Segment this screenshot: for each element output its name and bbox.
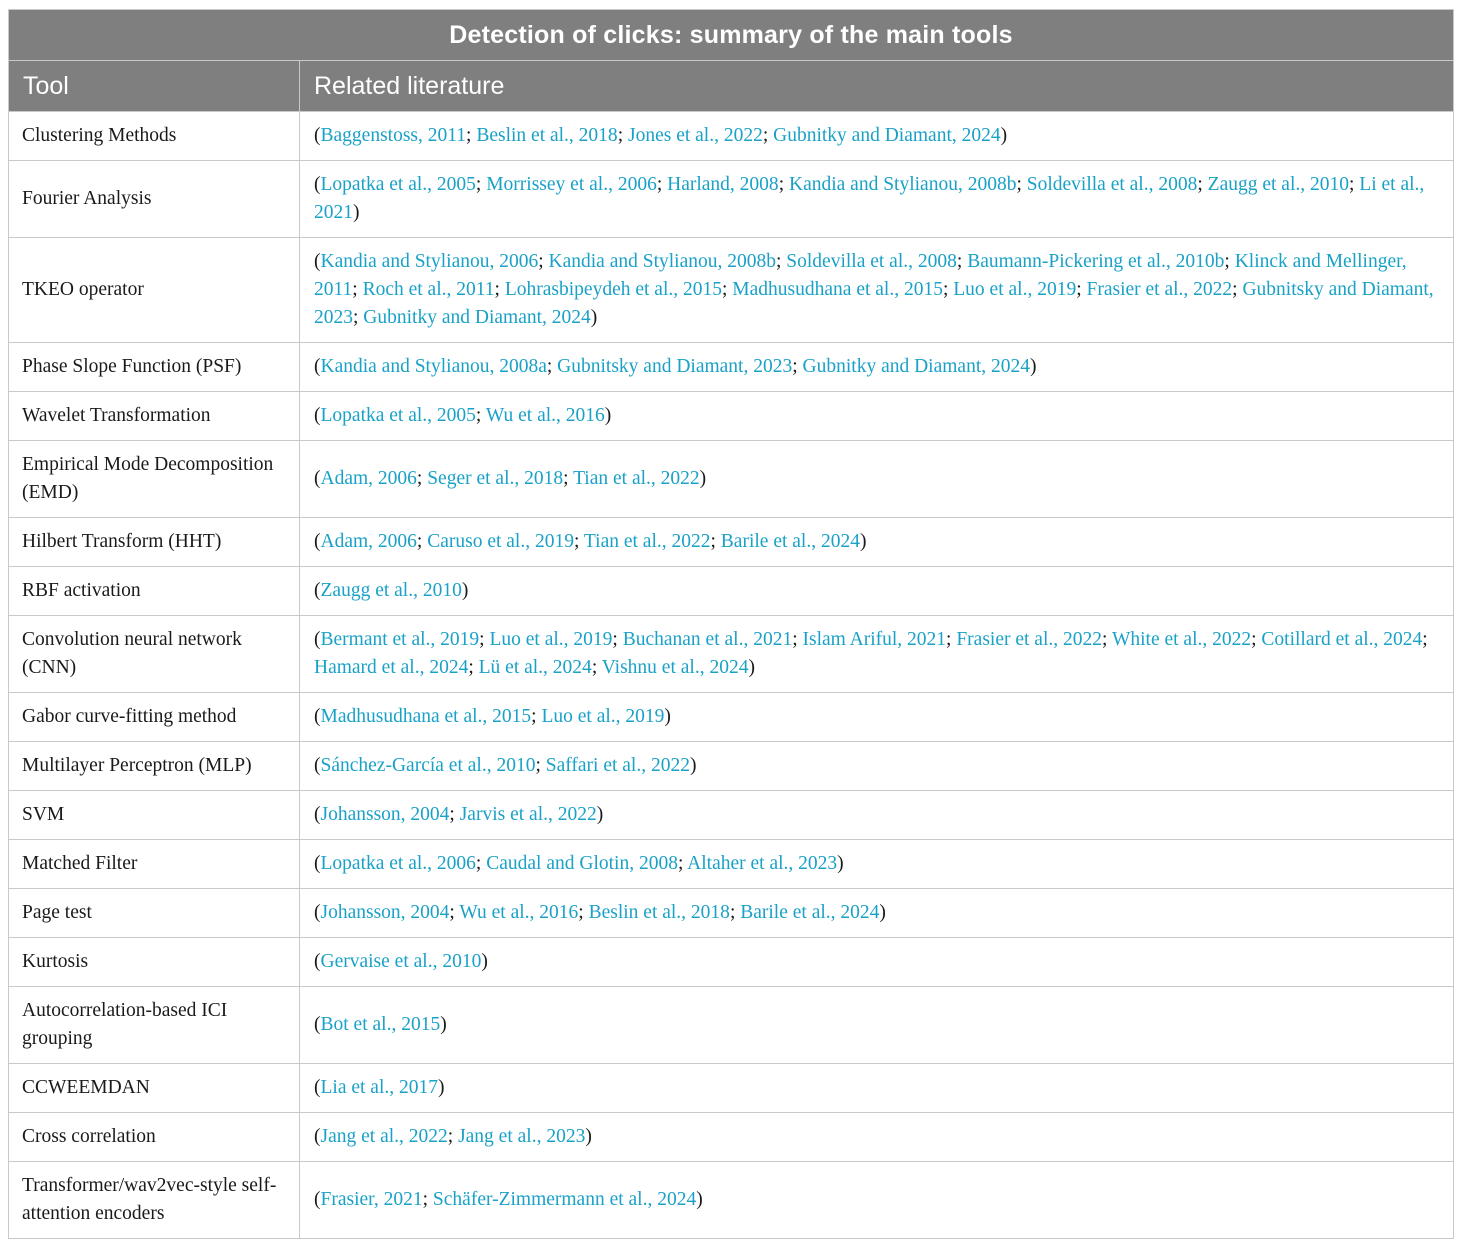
close-paren: ) (1030, 356, 1037, 377)
close-paren: ) (664, 706, 671, 727)
citation-link[interactable]: Adam, 2006 (320, 468, 417, 489)
citation-link[interactable]: Buchanan et al., 2021 (622, 629, 793, 650)
open-paren: ( (314, 356, 321, 377)
citation-separator: ; (1016, 174, 1027, 195)
citation-link[interactable]: Jones et al., 2022 (627, 125, 763, 146)
citation-link[interactable]: Altaher et al., 2023 (687, 853, 838, 874)
citation-link[interactable]: Luo et al., 2019 (489, 629, 613, 650)
citation-link[interactable]: Soldevilla et al., 2008 (786, 251, 957, 272)
literature-cell (300, 693, 1454, 742)
citation-link[interactable]: Lopatka et al., 2005 (320, 174, 476, 195)
citation-link[interactable]: Madhusudhana et al., 2015 (320, 706, 532, 727)
citation-link[interactable]: Bot et al., 2015 (320, 1014, 441, 1035)
citation-link[interactable]: Wu et al., 2016 (485, 405, 605, 426)
citation-link[interactable]: Luo et al., 2019 (953, 279, 1077, 300)
tool-cell: Hilbert Transform (HHT) (9, 518, 300, 567)
citation-link[interactable]: Lopatka et al., 2005 (320, 405, 476, 426)
tool-cell: Multilayer Perceptron (MLP) (9, 742, 300, 791)
table-row (9, 112, 1454, 161)
citation-separator: ; (449, 902, 460, 923)
table-row (9, 791, 1454, 840)
table-row (9, 518, 1454, 567)
citation-link[interactable]: Li et al., 2021 (314, 174, 1425, 223)
literature-cell (300, 238, 1454, 343)
open-paren: ( (314, 405, 321, 426)
table-row (9, 840, 1454, 889)
tool-cell: RBF activation (9, 567, 300, 616)
citation-separator: ; (416, 468, 428, 489)
close-paren: ) (859, 531, 867, 552)
table-row (9, 693, 1454, 742)
tool-cell: Clustering Methods (9, 112, 300, 161)
citation-separator: ; (792, 356, 803, 377)
literature-cell (300, 1113, 1454, 1162)
citation-separator: ; (946, 629, 957, 650)
citation-separator: ; (729, 902, 741, 923)
citation-link[interactable]: Morrissey et al., 2006 (486, 174, 657, 195)
citation-separator: ; (1232, 279, 1243, 300)
tool-cell: TKEO operator (9, 238, 300, 343)
open-paren: ( (314, 629, 321, 650)
citation-link[interactable]: Kandia and Stylianou, 2006 (320, 251, 539, 272)
citation-link[interactable]: Kandia and Stylianou, 2008a (320, 356, 547, 377)
tool-cell: Cross correlation (9, 1113, 300, 1162)
citation-link[interactable]: Saffari et al., 2022 (545, 755, 690, 776)
table-row (9, 441, 1454, 518)
close-paren: ) (699, 468, 707, 489)
citation-link[interactable]: Zaugg et al., 2010 (1207, 174, 1349, 195)
citation-separator: ; (546, 356, 558, 377)
literature-cell (300, 343, 1454, 392)
open-paren: ( (314, 125, 321, 146)
citation-link[interactable]: Zaugg et al., 2010 (320, 580, 462, 601)
citation-link[interactable]: Gubnitsky and Diamant, 2023 (314, 279, 1434, 328)
citation-separator: ; (538, 251, 549, 272)
literature-cell (300, 112, 1454, 161)
citation-separator: ; (617, 125, 628, 146)
citation-separator: ; (722, 279, 733, 300)
open-paren: ( (314, 251, 321, 272)
tool-cell: Wavelet Transformation (9, 392, 300, 441)
table-row (9, 238, 1454, 343)
citation-separator: ; (578, 902, 589, 923)
citation-link[interactable]: Sánchez-García et al., 2010 (320, 755, 536, 776)
citation-link[interactable]: Beslin et al., 2018 (588, 902, 730, 923)
citation-link[interactable]: Gervaise et al., 2010 (320, 951, 482, 972)
citation-separator: ; (1197, 174, 1208, 195)
citation-link[interactable]: Caudal and Glotin, 2008 (486, 853, 678, 874)
citation-link[interactable]: Kandia and Stylianou, 2008b (788, 174, 1017, 195)
citation-link[interactable]: Schäfer-Zimmermann et al., 2024 (432, 1189, 697, 1210)
summary-table-container (8, 9, 1453, 1239)
table-row (9, 161, 1454, 238)
citation-link[interactable]: Gubnitky and Diamant, 2024 (802, 356, 1030, 377)
literature-cell (300, 392, 1454, 441)
citation-separator: ; (563, 468, 574, 489)
citation-link[interactable]: Gubnitky and Diamant, 2024 (363, 307, 591, 328)
citation-separator: ; (422, 1189, 433, 1210)
close-paren: ) (438, 1077, 445, 1098)
tool-cell: Transformer/wav2vec-style self-attention encoders (9, 1162, 300, 1239)
citation-separator: ; (447, 1126, 459, 1147)
table-row (9, 889, 1454, 938)
citation-link[interactable]: Johansson, 2004 (320, 902, 450, 923)
table-row (9, 742, 1454, 791)
citation-link[interactable]: Frasier et al., 2022 (1086, 279, 1233, 300)
literature-cell (300, 161, 1454, 238)
literature-cell (300, 518, 1454, 567)
citation-separator: ; (677, 853, 688, 874)
open-paren: ( (314, 531, 321, 552)
open-paren: ( (314, 580, 321, 601)
citation-link[interactable]: Klinck and Mellinger, 2011 (314, 251, 1407, 300)
close-paren: ) (585, 1126, 592, 1147)
citation-link[interactable]: Luo et al., 2019 (541, 706, 665, 727)
tool-cell: Kurtosis (9, 938, 300, 987)
close-paren: ) (461, 580, 469, 601)
close-paren: ) (689, 755, 697, 776)
tool-cell: Autocorrelation-based ICI grouping (9, 987, 300, 1064)
citation-separator: ; (449, 804, 460, 825)
citation-separator: ; (775, 251, 787, 272)
citation-link[interactable]: Soldevilla et al., 2008 (1026, 174, 1198, 195)
open-paren: ( (314, 902, 321, 923)
citation-link[interactable]: White et al., 2022 (1111, 629, 1252, 650)
citation-link[interactable]: Tian et al., 2022 (583, 531, 711, 552)
close-paren: ) (748, 657, 755, 678)
citation-link[interactable]: Lia et al., 2017 (320, 1077, 439, 1098)
literature-cell (300, 938, 1454, 987)
open-paren: ( (314, 1077, 321, 1098)
citation-link[interactable]: Caruso et al., 2019 (427, 531, 574, 552)
citation-link[interactable]: Tian et al., 2022 (573, 468, 700, 489)
citation-link[interactable]: Madhusudhana et al., 2015 (732, 279, 943, 300)
citation-link[interactable]: Islam Ariful, 2021 (802, 629, 947, 650)
tool-cell: Fourier Analysis (9, 161, 300, 238)
open-paren: ( (314, 706, 321, 727)
citation-link[interactable]: Vishnu et al., 2024 (601, 657, 749, 678)
table-body (9, 112, 1454, 1239)
citation-separator: ; (475, 853, 487, 874)
citation-link[interactable]: Wu et al., 2016 (459, 902, 579, 923)
literature-cell (300, 840, 1454, 889)
tool-cell: SVM (9, 791, 300, 840)
citation-separator: ; (1224, 251, 1235, 272)
literature-cell (300, 987, 1454, 1064)
tool-cell: Empirical Mode Decomposition (EMD) (9, 441, 300, 518)
citation-separator: ; (531, 706, 542, 727)
open-paren: ( (314, 1189, 321, 1210)
citation-separator: ; (535, 755, 546, 776)
citation-separator: ; (1422, 629, 1428, 650)
close-paren: ) (879, 902, 886, 923)
citation-separator: ; (416, 531, 428, 552)
table-row (9, 1162, 1454, 1239)
open-paren: ( (314, 1014, 321, 1035)
column-header-tool: Tool (9, 61, 300, 112)
citation-link[interactable]: Barile et al., 2024 (740, 902, 880, 923)
citation-link[interactable]: Barile et al., 2024 (720, 531, 860, 552)
literature-cell (300, 441, 1454, 518)
citation-separator: ; (466, 125, 477, 146)
citation-link[interactable]: Jang et al., 2022 (320, 1126, 448, 1147)
citation-link[interactable]: Cotillard et al., 2024 (1261, 629, 1423, 650)
citation-separator: ; (475, 405, 486, 426)
citation-link[interactable]: Lopatka et al., 2006 (320, 853, 476, 874)
tool-cell: CCWEEMDAN (9, 1064, 300, 1113)
table-title: Detection of clicks: summary of the main tools (9, 10, 1454, 61)
tool-cell: Matched Filter (9, 840, 300, 889)
citation-link[interactable]: Harland, 2008 (667, 174, 779, 195)
citation-link[interactable]: Jang et al., 2023 (458, 1126, 586, 1147)
table-row (9, 616, 1454, 693)
citation-separator: ; (494, 279, 505, 300)
citation-link[interactable]: Gubnitsky and Diamant, 2023 (557, 356, 793, 377)
table-row (9, 392, 1454, 441)
citation-separator: ; (468, 657, 479, 678)
citation-separator: ; (1076, 279, 1087, 300)
table-header-row (9, 61, 1454, 112)
close-paren: ) (353, 202, 360, 223)
tool-cell: Phase Slope Function (PSF) (9, 343, 300, 392)
table-row (9, 1113, 1454, 1162)
tools-summary-table (8, 9, 1454, 1239)
citation-link[interactable]: Seger et al., 2018 (427, 468, 564, 489)
table-row (9, 1064, 1454, 1113)
open-paren: ( (314, 174, 321, 195)
citation-link[interactable]: Frasier et al., 2022 (956, 629, 1102, 650)
column-header-literature: Related literature (300, 61, 1454, 112)
close-paren: ) (590, 307, 598, 328)
citation-link[interactable]: Hamard et al., 2024 (314, 657, 469, 678)
citation-separator: ; (353, 307, 364, 328)
close-paren: ) (481, 951, 488, 972)
literature-cell (300, 1162, 1454, 1239)
literature-cell (300, 1064, 1454, 1113)
close-paren: ) (696, 1189, 703, 1210)
citation-separator: ; (710, 531, 721, 552)
literature-cell (300, 567, 1454, 616)
table-row (9, 343, 1454, 392)
open-paren: ( (314, 951, 321, 972)
open-paren: ( (314, 755, 321, 776)
citation-separator: ; (778, 174, 789, 195)
citation-separator: ; (792, 629, 803, 650)
tool-cell: Convolution neural network (CNN) (9, 616, 300, 693)
citation-link[interactable]: Adam, 2006 (320, 531, 417, 552)
literature-cell (300, 616, 1454, 693)
citation-link[interactable]: Baumann-Pickering et al., 2010b (967, 251, 1225, 272)
literature-cell (300, 742, 1454, 791)
citation-separator: ; (352, 279, 363, 300)
citation-link[interactable]: Gubnitky and Diamant, 2024 (773, 125, 1001, 146)
citation-link[interactable]: Beslin et al., 2018 (476, 125, 618, 146)
citation-link[interactable]: Kandia and Stylianou, 2008b (548, 251, 776, 272)
table-row (9, 567, 1454, 616)
tool-cell: Page test (9, 889, 300, 938)
citation-separator: ; (762, 125, 774, 146)
table-row (9, 987, 1454, 1064)
open-paren: ( (314, 853, 321, 874)
literature-cell (300, 889, 1454, 938)
close-paren: ) (604, 405, 612, 426)
citation-separator: ; (612, 629, 623, 650)
citation-separator: ; (656, 174, 668, 195)
citation-separator: ; (1102, 629, 1112, 650)
close-paren: ) (1000, 125, 1008, 146)
citation-link[interactable]: Lü et al., 2024 (478, 657, 592, 678)
citation-link[interactable]: Lohrasbipeydeh et al., 2015 (504, 279, 722, 300)
citation-separator: ; (1251, 629, 1262, 650)
citation-separator: ; (1349, 174, 1360, 195)
citation-link[interactable]: Baggenstoss, 2011 (320, 125, 467, 146)
open-paren: ( (314, 468, 321, 489)
literature-cell (300, 791, 1454, 840)
citation-separator: ; (956, 251, 968, 272)
tool-cell: Gabor curve-fitting method (9, 693, 300, 742)
citation-link[interactable]: Bermant et al., 2019 (320, 629, 480, 650)
open-paren: ( (314, 1126, 321, 1147)
table-row (9, 938, 1454, 987)
citation-separator: ; (573, 531, 584, 552)
citation-separator: ; (591, 657, 602, 678)
citation-link[interactable]: Roch et al., 2011 (362, 279, 495, 300)
citation-separator: ; (942, 279, 954, 300)
close-paren: ) (596, 804, 604, 825)
citation-link[interactable]: Jarvis et al., 2022 (459, 804, 597, 825)
table-title-row (9, 10, 1454, 61)
citation-link[interactable]: Johansson, 2004 (320, 804, 450, 825)
citation-link[interactable]: Frasier, 2021 (320, 1189, 423, 1210)
open-paren: ( (314, 804, 321, 825)
citation-separator: ; (475, 174, 487, 195)
close-paren: ) (440, 1014, 447, 1035)
close-paren: ) (837, 853, 844, 874)
citation-separator: ; (479, 629, 490, 650)
